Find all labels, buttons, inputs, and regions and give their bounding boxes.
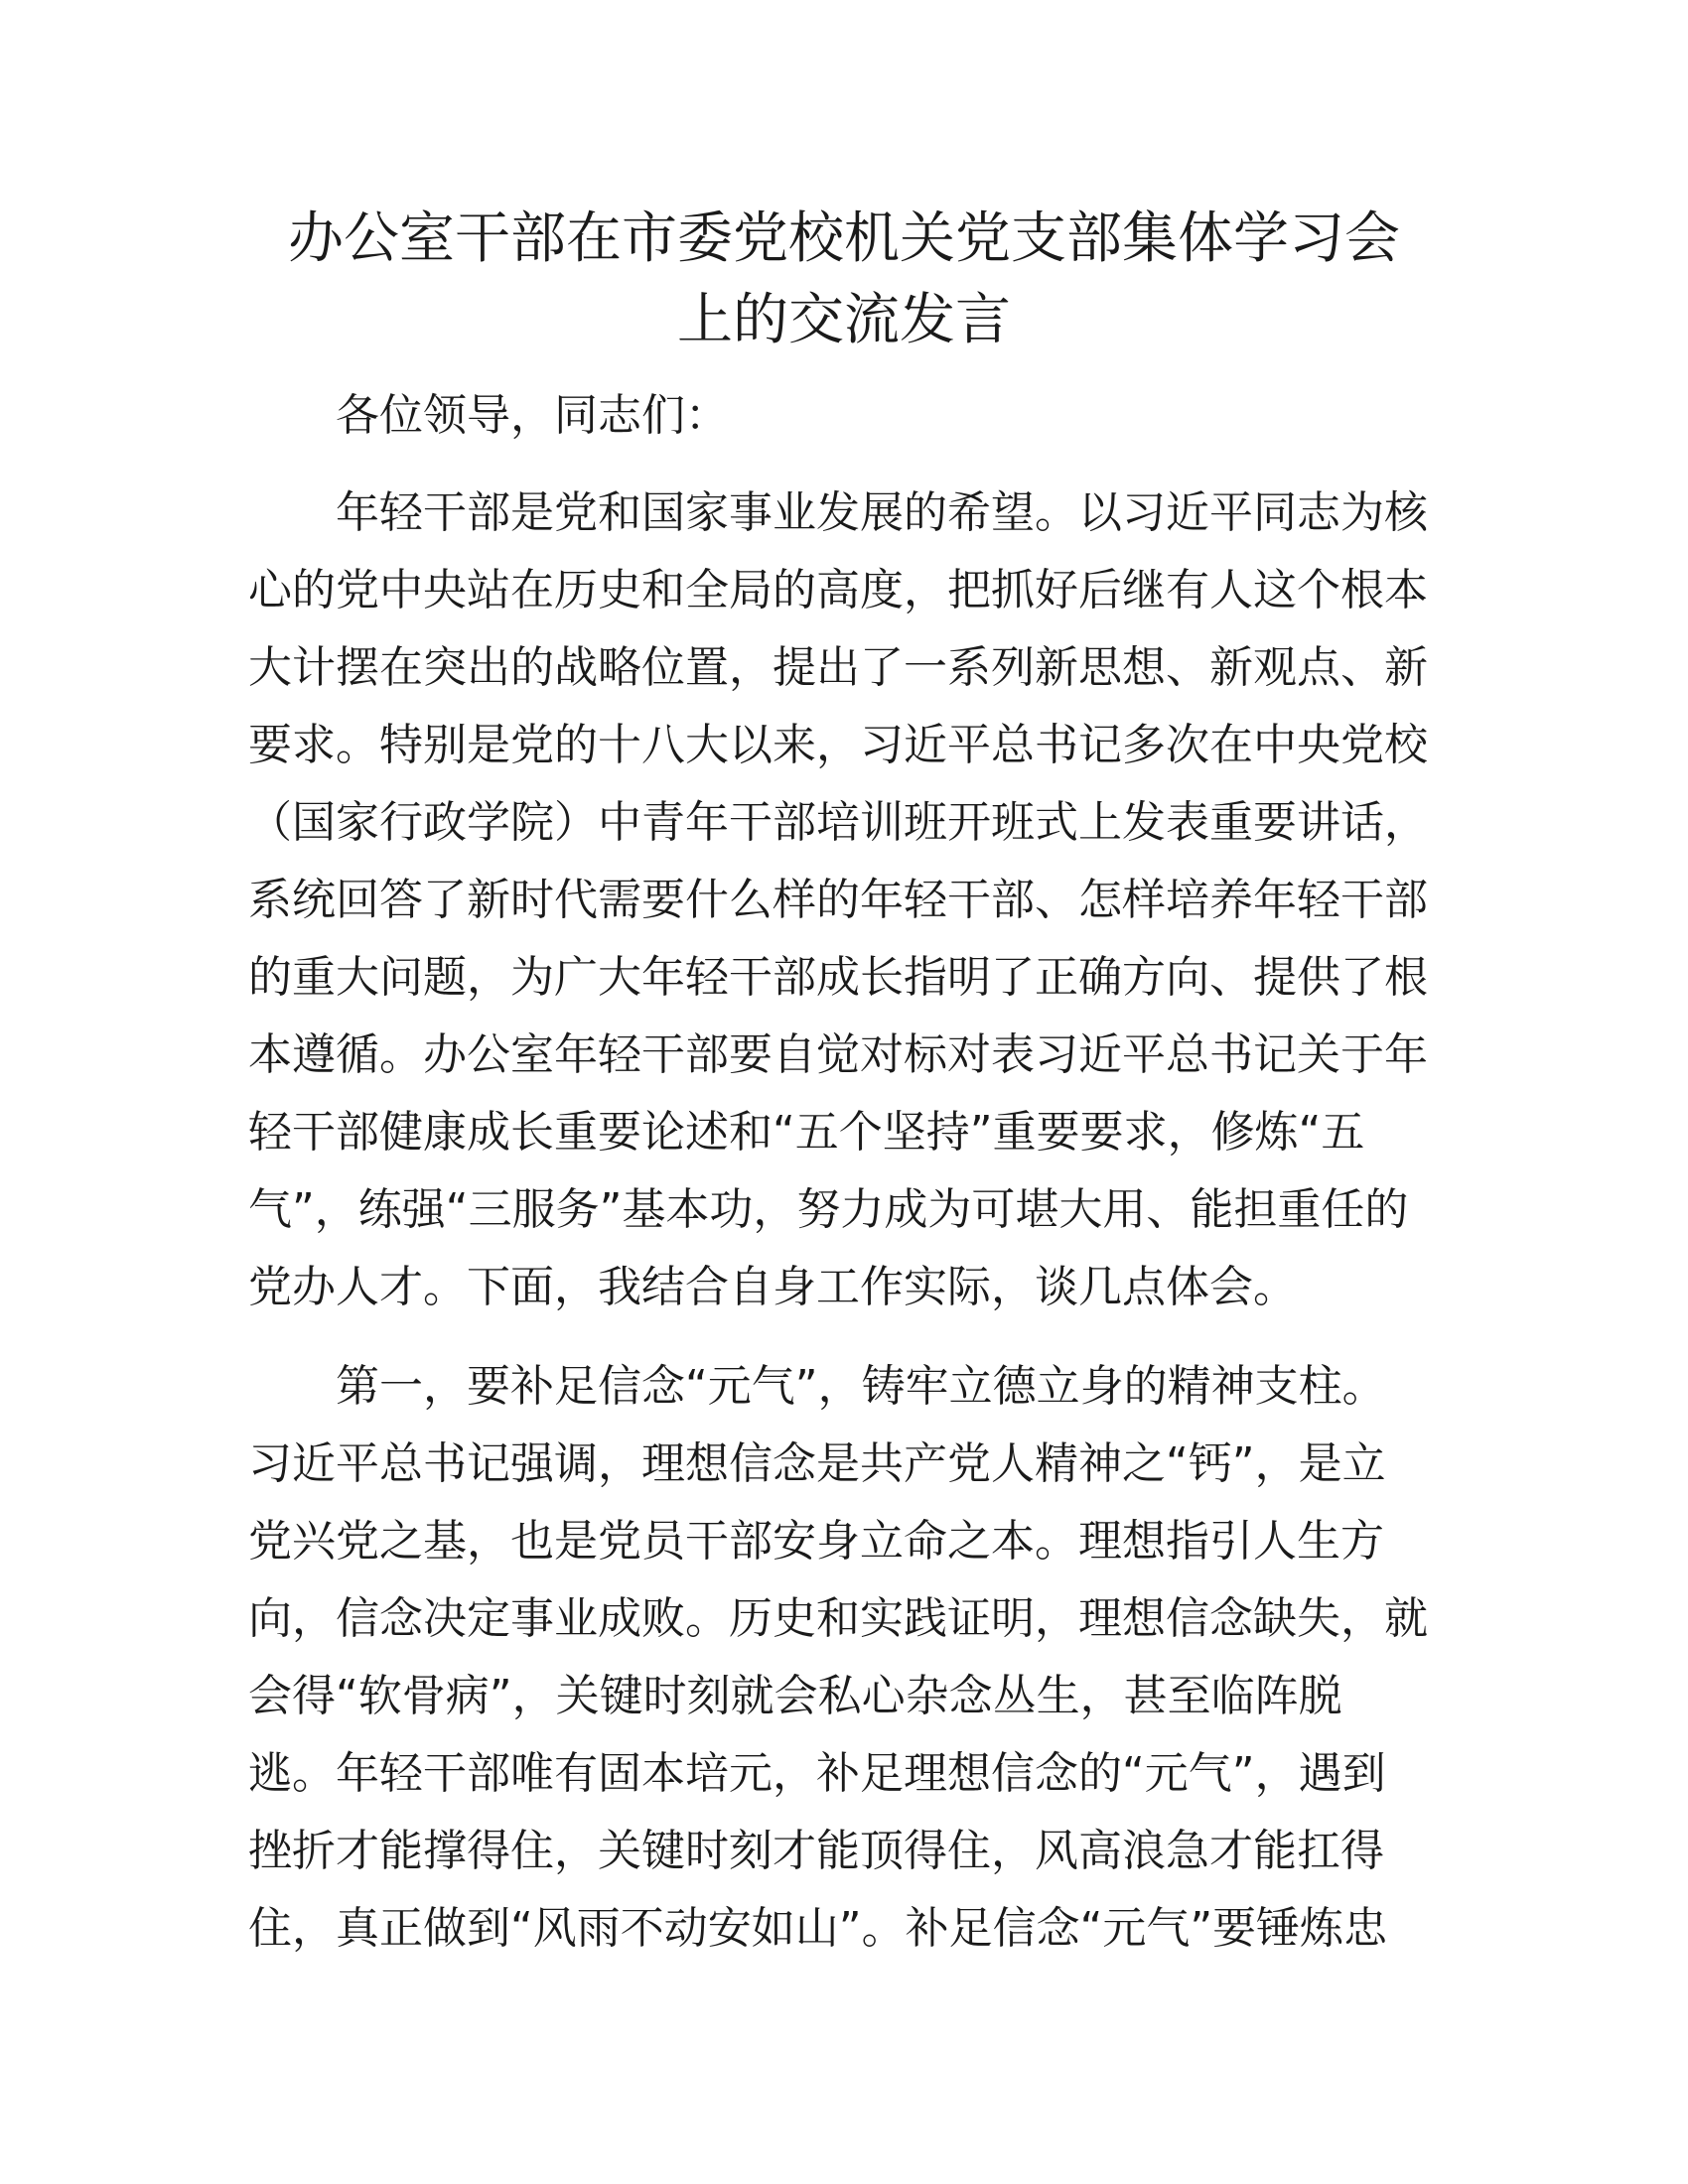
title-line: 办公室干部在市委党校机关党支部集体学习会	[288, 206, 1400, 271]
paragraph-line: 的重大问题，为广大年轻干部成长指明了正确方向、提供了根	[248, 952, 1428, 1003]
paragraph-line: 本遵循。办公室年轻干部要自觉对标对表习近平总书记关于年	[248, 1029, 1428, 1080]
title-line: 上的交流发言	[677, 288, 1011, 352]
paragraph-line: 党办人才。下面，我结合自身工作实际，谈几点体会。	[248, 1262, 1297, 1312]
paragraph-line: 系统回答了新时代需要什么样的年轻干部、怎样培养年轻干部	[248, 875, 1428, 925]
paragraph-1	[248, 475, 1440, 1326]
paragraph-line: 挫折才能撑得住，关键时刻才能顶得住，风高浪急才能扛得	[248, 1826, 1384, 1876]
paragraph-line: 气”，练强“三服务”基本功，努力成为可堪大用、能担重任的	[248, 1184, 1409, 1235]
paragraph-line: 要求。特别是党的十八大以来，习近平总书记多次在中央党校	[248, 720, 1428, 770]
paragraph-line: 大计摆在突出的战略位置，提出了一系列新思想、新观点、新	[248, 642, 1428, 693]
paragraph-line: 习近平总书记强调，理想信念是共产党人精神之“钙”，是立	[248, 1438, 1386, 1489]
paragraph-line: 轻干部健康成长重要论述和“五个坚持”重要要求，修炼“五	[248, 1107, 1365, 1158]
paragraph-line: 党兴党之基，也是党员干部安身立命之本。理想指引人生方	[248, 1516, 1384, 1567]
paragraph-line: 住，真正做到“风雨不动安如山”。补足信念“元气”要锤炼忠	[248, 1903, 1388, 1954]
paragraph-line: 逃。年轻干部唯有固本培元，补足理想信念的“元气”，遇到	[248, 1748, 1386, 1799]
greeting	[248, 377, 1440, 455]
paragraph-line: 心的党中央站在历史和全局的高度，把抓好后继有人这个根本	[248, 565, 1428, 615]
paragraph-2	[248, 1348, 1440, 1968]
paragraph-line: 会得“软骨病”，关键时刻就会私心杂念丛生，甚至临阵脱	[248, 1671, 1342, 1721]
greeting-line: 各位领导，同志们：	[336, 390, 729, 441]
paragraph-line: 向，信念决定事业成败。历史和实践证明，理想信念缺失，就	[248, 1593, 1428, 1644]
document-body	[248, 377, 1440, 1968]
document-title	[238, 199, 1450, 361]
paragraph-line: 年轻干部是党和国家事业发展的希望。以习近平同志为核	[336, 487, 1428, 538]
paragraph-line: （国家行政学院）中青年干部培训班开班式上发表重要讲话，	[248, 797, 1428, 848]
paragraph-line: 第一，要补足信念“元气”，铸牢立德立身的精神支柱。	[336, 1361, 1386, 1412]
